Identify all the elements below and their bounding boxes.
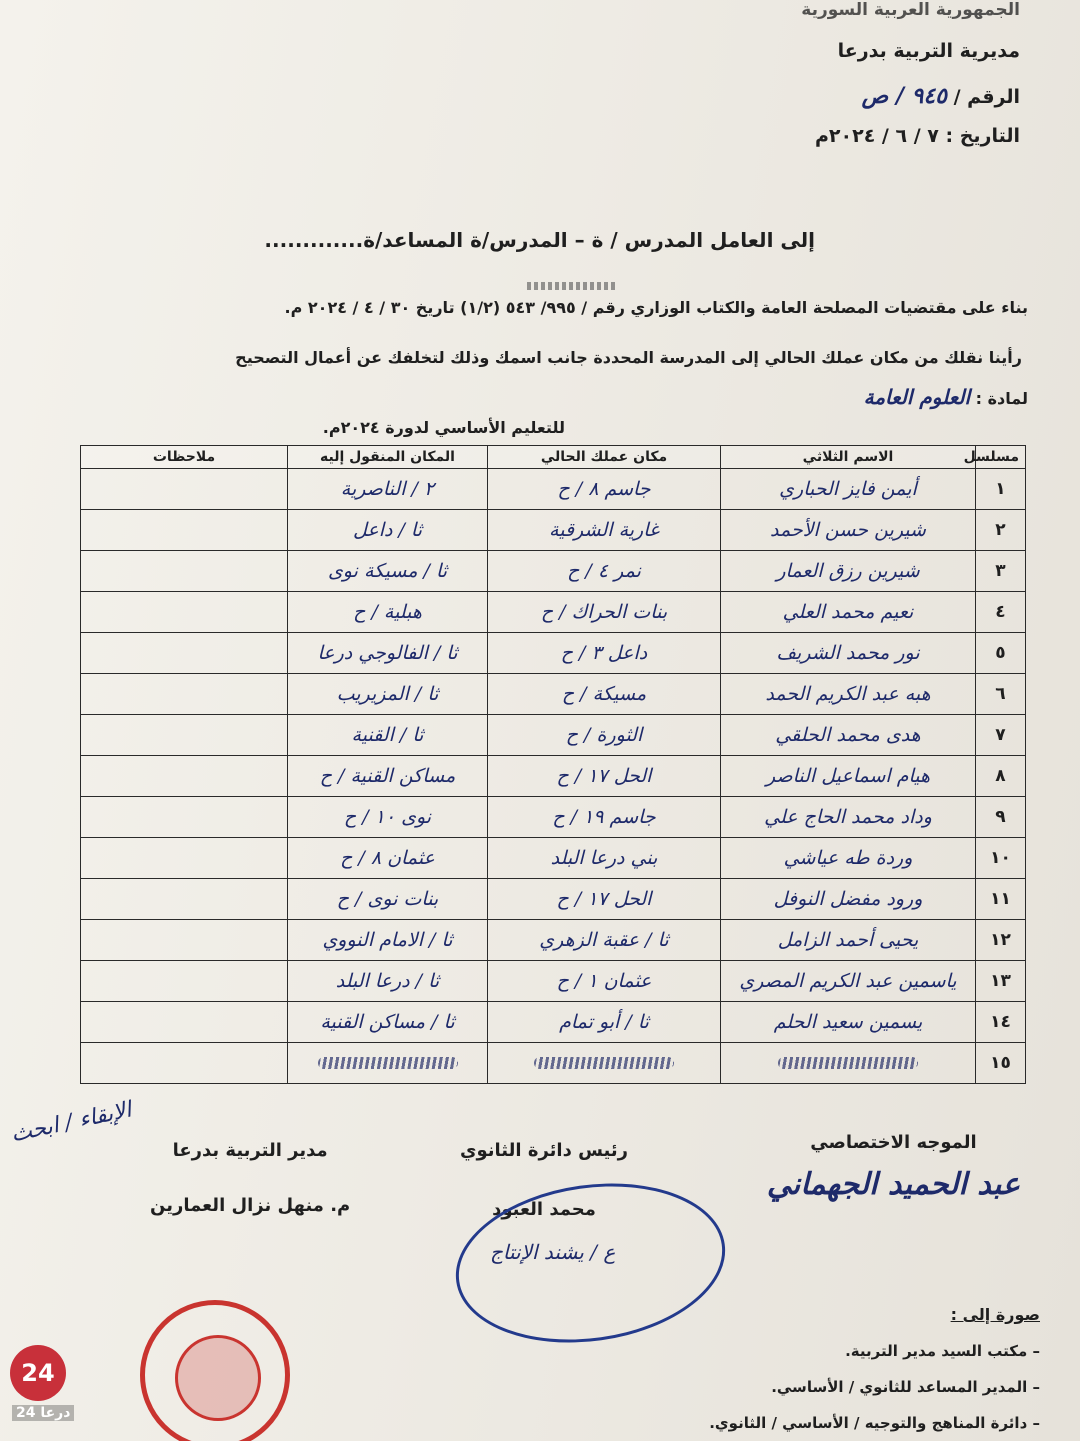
- row-number: ٩: [976, 797, 1026, 838]
- table-row: [81, 838, 1026, 879]
- row-notes: [81, 715, 288, 756]
- row-current: داعل ٣ / ح: [488, 633, 721, 674]
- table-row: [81, 715, 1026, 756]
- subject-label: لمادة :: [975, 389, 1028, 408]
- dept-name: محمد العبود: [492, 1199, 596, 1220]
- date-value: ٧ / ٦ / ٢٠٢٤م: [814, 125, 939, 147]
- row-number: ٧: [976, 715, 1026, 756]
- row-transfer: ثا / داعل: [288, 510, 488, 551]
- date-label: التاريخ :: [945, 125, 1020, 147]
- director-title: مدير التربية بدرعا: [172, 1140, 328, 1161]
- row-transfer: عثمان ٨ / ح: [288, 838, 488, 879]
- row-current: ثا / عقبة الزهري: [488, 920, 721, 961]
- row-notes: [81, 510, 288, 551]
- row-name: يسمين سعيد الحلم: [721, 1002, 976, 1043]
- row-notes: [81, 920, 288, 961]
- body-line-1: بناء على مقتضيات المصلحة العامة والكتاب الوزاري رقم / ٩٩٥/ ٥٤٣ (١/٢) تاريخ ٣٠ / ٤ / ٢٠٢٤ م.: [284, 298, 1028, 317]
- table-row: [81, 469, 1026, 510]
- divider-line: [527, 282, 617, 290]
- row-notes: [81, 469, 288, 510]
- row-name: هيام اسماعيل الناصر: [721, 756, 976, 797]
- row-name: شيرين حسن الأحمد: [721, 510, 976, 551]
- row-notes: [81, 551, 288, 592]
- row-transfer: بنات نوى / ح: [288, 879, 488, 920]
- left-margin-note: الإبقاء / ابحث: [8, 1097, 134, 1148]
- row-name: شيرين رزق العمار: [721, 551, 976, 592]
- reference-value: ٩٤٥ / ص: [861, 83, 947, 109]
- watermark-logo-icon: 24: [10, 1345, 66, 1401]
- row-current: عثمان ١ / ح: [488, 961, 721, 1002]
- row-number: ١٤: [976, 1002, 1026, 1043]
- subject-line: [864, 385, 1028, 409]
- table-row: [81, 920, 1026, 961]
- table-row: [81, 633, 1026, 674]
- row-name: أيمن فايز الحباري: [721, 469, 976, 510]
- table-row: [81, 756, 1026, 797]
- row-current: مسيكة / ح: [488, 674, 721, 715]
- row-current: جاسم ١٩ / ح: [488, 797, 721, 838]
- row-notes: [81, 961, 288, 1002]
- row-number: ٨: [976, 756, 1026, 797]
- row-notes: [81, 756, 288, 797]
- supervisor-name: عبد الحميد الجهماني: [766, 1167, 1020, 1202]
- row-transfer: ثا / الفالوجي درعا: [288, 633, 488, 674]
- row-current: نمر ٤ / ح: [488, 551, 721, 592]
- table-row: [81, 797, 1026, 838]
- copies-label: صورة إلى :: [950, 1305, 1040, 1324]
- header-name: الاسم الثلاثي: [721, 446, 976, 469]
- row-transfer: ثا / درعا البلد: [288, 961, 488, 1002]
- row-name: يحيى أحمد الزامل: [721, 920, 976, 961]
- table-row: [81, 674, 1026, 715]
- row-name: نور محمد الشريف: [721, 633, 976, 674]
- table-header-row: [81, 446, 1026, 469]
- addressee: إلى العامل المدرس / ة – المدرس/ة المساعد/ة.............: [264, 228, 815, 252]
- row-current: بنات الحراك / ح: [488, 592, 721, 633]
- reference-line: [862, 83, 1020, 109]
- row-transfer: نوى ١٠ / ح: [288, 797, 488, 838]
- row-number: ١١: [976, 879, 1026, 920]
- row-transfer: مساكن القنية / ح: [288, 756, 488, 797]
- watermark-text: درعا 24: [12, 1405, 74, 1421]
- copies-item: – دائرة المناهج والتوجيه / الأساسي / الثانوي.: [709, 1414, 1040, 1432]
- oval-note: ع / يشند الإنتاج: [490, 1240, 616, 1264]
- directorate-name: مديرية التربية بدرعا: [837, 40, 1020, 62]
- row-name: نعيم محمد العلي: [721, 592, 976, 633]
- row-transfer: ثا / الامام النووي: [288, 920, 488, 961]
- copies-item: – المدير المساعد للثانوي / الأساسي.: [771, 1378, 1040, 1396]
- row-name: وداد محمد الحاج علي: [721, 797, 976, 838]
- transfer-table: [80, 445, 1026, 1084]
- row-number: ٦: [976, 674, 1026, 715]
- table-row: [81, 592, 1026, 633]
- row-name: وردة طه عياشي: [721, 838, 976, 879]
- row-number: ١: [976, 469, 1026, 510]
- eagle-emblem-icon: [175, 1335, 261, 1421]
- row-current: بني درعا البلد: [488, 838, 721, 879]
- row-number: ٣: [976, 551, 1026, 592]
- redaction-scribble: [778, 1057, 918, 1069]
- row-current: غارية الشرقية: [488, 510, 721, 551]
- supervisor-title: الموجه الاختصاصي: [810, 1132, 977, 1153]
- row-number: ١٥: [976, 1043, 1026, 1084]
- redaction-scribble: [534, 1057, 674, 1069]
- row-number: ٢: [976, 510, 1026, 551]
- row-current: الحل ١٧ / ح: [488, 879, 721, 920]
- row-notes: [81, 674, 288, 715]
- header-notes: ملاحظات: [81, 446, 288, 469]
- copies-list: [709, 1305, 1040, 1441]
- official-stamp: [140, 1300, 290, 1441]
- row-notes: [81, 633, 288, 674]
- table-row: [81, 551, 1026, 592]
- body-line-2: رأينا نقلك من مكان عملك الحالي إلى المدرسة المحددة جانب اسمك وذلك لتخلفك عن أعمال التصحيح: [235, 348, 1022, 367]
- date-line: [815, 125, 1020, 147]
- row-notes: [81, 797, 288, 838]
- table-row: [81, 879, 1026, 920]
- row-notes: [81, 879, 288, 920]
- row-number: ١٣: [976, 961, 1026, 1002]
- row-number: ٥: [976, 633, 1026, 674]
- row-transfer: هبلية / ح: [288, 592, 488, 633]
- row-notes: [81, 1043, 288, 1084]
- header-serial: مسلسل: [976, 446, 1026, 469]
- row-name: هبه عبد الكريم الحمد: [721, 674, 976, 715]
- row-number: ٤: [976, 592, 1026, 633]
- subject-value: العلوم العامة: [863, 385, 971, 409]
- row-current: جاسم ٨ / ح: [488, 469, 721, 510]
- row-transfer: ثا / القنية: [288, 715, 488, 756]
- row-name: ورود مفضل النوفل: [721, 879, 976, 920]
- reference-label: الرقم /: [953, 86, 1020, 108]
- row-transfer: ثا / مسيكة نوى: [288, 551, 488, 592]
- table-row: [81, 1043, 1026, 1084]
- row-notes: [81, 592, 288, 633]
- redaction-scribble: [318, 1057, 458, 1069]
- row-transfer: ثا / المزيريب: [288, 674, 488, 715]
- row-current: [488, 1043, 721, 1084]
- row-current: الحل ١٧ / ح: [488, 756, 721, 797]
- row-notes: [81, 838, 288, 879]
- row-transfer: ٢ / الناصرية: [288, 469, 488, 510]
- copies-item: – مكتب السيد مدير التربية.: [845, 1342, 1040, 1360]
- row-number: ١٢: [976, 920, 1026, 961]
- row-notes: [81, 1002, 288, 1043]
- row-name: ياسمين عبد الكريم المصري: [721, 961, 976, 1002]
- dept-title: رئيس دائرة الثانوي: [460, 1140, 629, 1161]
- row-transfer: ثا / مساكن القنية: [288, 1002, 488, 1043]
- header-current: مكان عملك الحالي: [488, 446, 721, 469]
- row-name: [721, 1043, 976, 1084]
- director-signature-block: [150, 1140, 350, 1216]
- table-row: [81, 1002, 1026, 1043]
- body-line-3: للتعليم الأساسي لدورة ٢٠٢٤م.: [322, 418, 565, 437]
- table-row: [81, 510, 1026, 551]
- row-name: هدى محمد الحلقي: [721, 715, 976, 756]
- supervisor-signature-block: [767, 1132, 1020, 1202]
- row-number: ١٠: [976, 838, 1026, 879]
- row-current: الثورة / ح: [488, 715, 721, 756]
- country-name: الجمهورية العربية السورية: [801, 0, 1020, 20]
- director-name: م. منهل نزال العمارين: [150, 1195, 351, 1216]
- header-transfer: المكان المنقول إليه: [288, 446, 488, 469]
- row-current: ثا / أبو تمام: [488, 1002, 721, 1043]
- row-transfer: [288, 1043, 488, 1084]
- table-row: [81, 961, 1026, 1002]
